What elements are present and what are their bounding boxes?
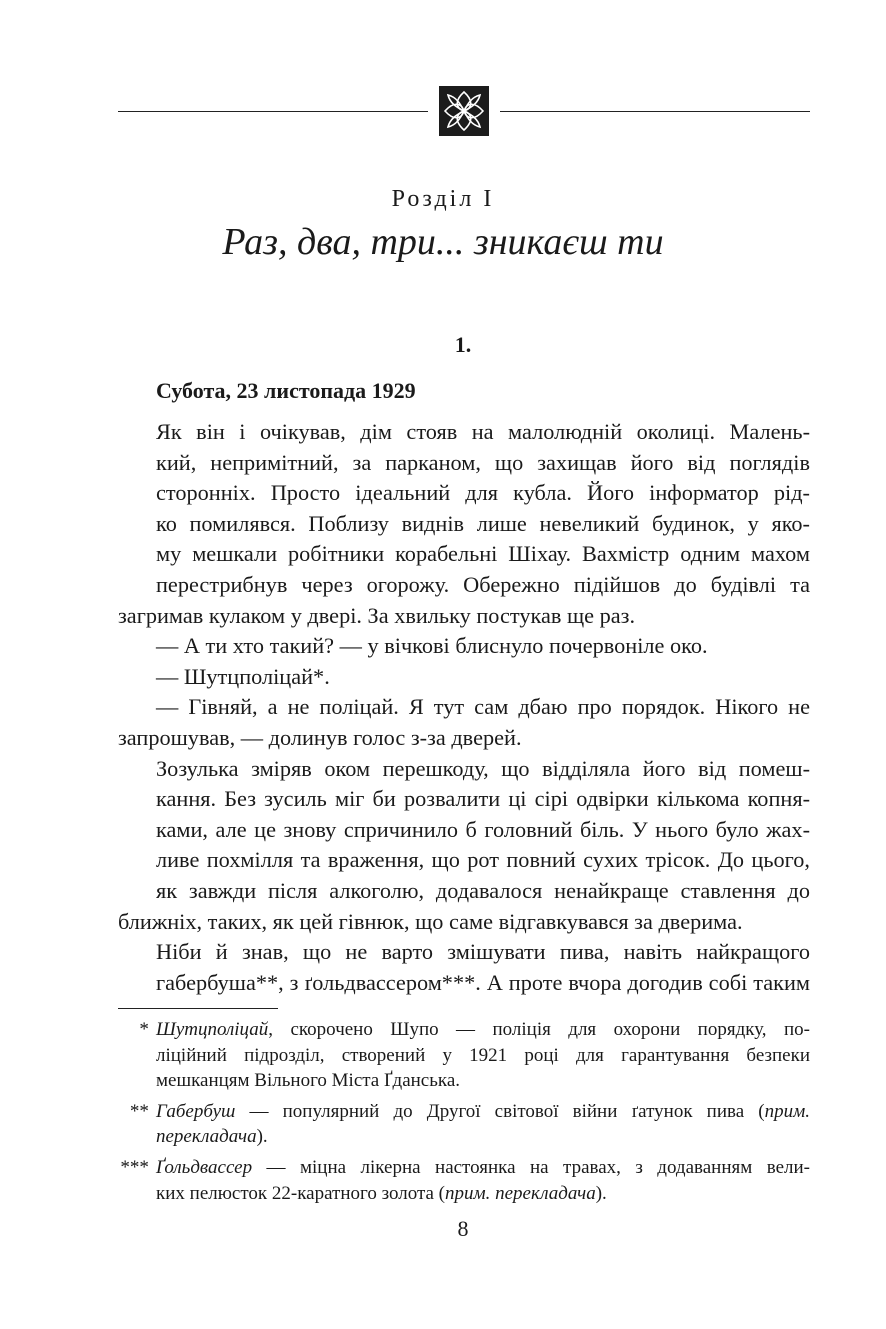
text-line: му мешкали робітники корабельні Шіхау. Вахмістр одним махом — [156, 541, 810, 567]
text-line: — Гівняй, а не поліцай. Я тут сам дбаю про порядок. Нікого не — [156, 694, 810, 720]
text-line: як завжди після алкоголю, додавалося ненайкраще ставлення до — [156, 877, 810, 903]
footnote-mark: ** — [129, 1100, 148, 1122]
text-line: Ніби й знав, що не варто змішувати пива, навіть найкращого — [156, 939, 810, 965]
text-line: запрошував, — долинув голос з-за дверей. — [118, 724, 522, 750]
text-line: ближніх, таких, як цей гівнюк, що саме відгавкувався за дверима. — [118, 908, 743, 934]
footnote-term: Габербуш — [156, 1100, 236, 1122]
section-date: Субота, 23 листопада 1929 — [156, 378, 416, 403]
footnote-3 — [118, 1155, 810, 1206]
text-line: кання. Без зусиль міг би розвалити ці сірі одвірки кількома копня- — [156, 786, 810, 812]
text-line: ками, але це знову спричинило б головний біль. У нього було жах- — [156, 816, 810, 842]
section-number: 1. — [454, 332, 472, 357]
chapter-title: Раз, два, три... зникаєш ти — [222, 221, 664, 263]
footnote-text: — міцна лікерна настоянка на травах, з додаванням вели- — [252, 1156, 810, 1178]
footnote-text: , скорочено Шупо — поліція для охорони порядку, по- — [268, 1019, 810, 1040]
dialogue-line-3 — [118, 692, 810, 753]
celtic-knot-icon — [439, 86, 489, 136]
footnote-line — [156, 1099, 810, 1125]
page-number: 8 — [457, 1216, 469, 1241]
footnote-line: ліційний підрозділ, створений у 1921 році для гарантування безпеки — [156, 1044, 810, 1066]
text-line: загримав кулаком у двері. За хвильку постукав ще раз. — [118, 602, 636, 628]
text-line: сторонніх. Просто ідеальний для кубла. Його інформатор рід- — [156, 480, 810, 506]
chapter-ornament-row — [118, 86, 810, 138]
body-text — [118, 417, 810, 998]
footnote-note: перекладача — [156, 1126, 257, 1148]
text-line: габербуша**, з ґольдвассером***. А проте вчора догодив собі таким — [156, 969, 810, 995]
dialogue-line-2: — Шутцполіцай*. — [156, 663, 330, 689]
footnote-line — [156, 1155, 810, 1181]
footnote-2 — [118, 1099, 810, 1150]
text-line: Як він і очікував, дім стояв на малолюдній околиці. Малень- — [156, 419, 810, 444]
ornament-rule-left — [118, 111, 428, 112]
footnote-note: прим. перекладача — [445, 1182, 596, 1204]
footnote-term: Шутцполіцай — [156, 1019, 269, 1040]
footnote-mark: * — [138, 1019, 148, 1040]
footnote-text: ких пелюсток 22-каратного золота ( — [156, 1182, 445, 1204]
footnote-mark: *** — [119, 1156, 148, 1178]
text-line: Зозулька зміряв оком перешкоду, що відділяла його від помеш- — [156, 755, 810, 781]
ornament-rule-right — [500, 111, 810, 112]
text-line: ко помилявся. Поблизу виднів лише невеликий будинок, у яко- — [156, 510, 810, 536]
footnote-separator — [118, 1008, 278, 1009]
chapter-label: Розділ І — [391, 186, 495, 212]
footnote-line — [156, 1124, 810, 1150]
footnote-line — [156, 1017, 810, 1043]
footnote-note: прим. — [764, 1100, 810, 1122]
footnote-1 — [118, 1017, 810, 1094]
footnote-text: ). — [595, 1182, 607, 1204]
footnote-text: — популярний до Другої світової війни ґатунок пива ( — [235, 1100, 765, 1122]
footnote-line — [156, 1181, 810, 1207]
footnote-text: ). — [256, 1126, 268, 1148]
text-line: кий, непримітний, за парканом, що захищав його від поглядів — [156, 449, 810, 475]
text-line: ливе похмілля та враження, що рот повний сухих трісок. До цього, — [156, 847, 810, 873]
footnote-term: Ґольдвассер — [156, 1156, 253, 1178]
paragraph-1 — [118, 417, 810, 631]
paragraph-2 — [118, 754, 810, 938]
dialogue-line-1: — А ти хто такий? — у вічкові блиснуло почервоніле око. — [156, 633, 708, 659]
text-line: перестрибнув через огорожу. Обережно підійшов до будівлі та — [156, 571, 810, 597]
footnote-line: мешканцям Вільного Міста Ґданська. — [156, 1070, 461, 1092]
paragraph-3 — [118, 937, 810, 998]
footnotes — [118, 1017, 810, 1206]
